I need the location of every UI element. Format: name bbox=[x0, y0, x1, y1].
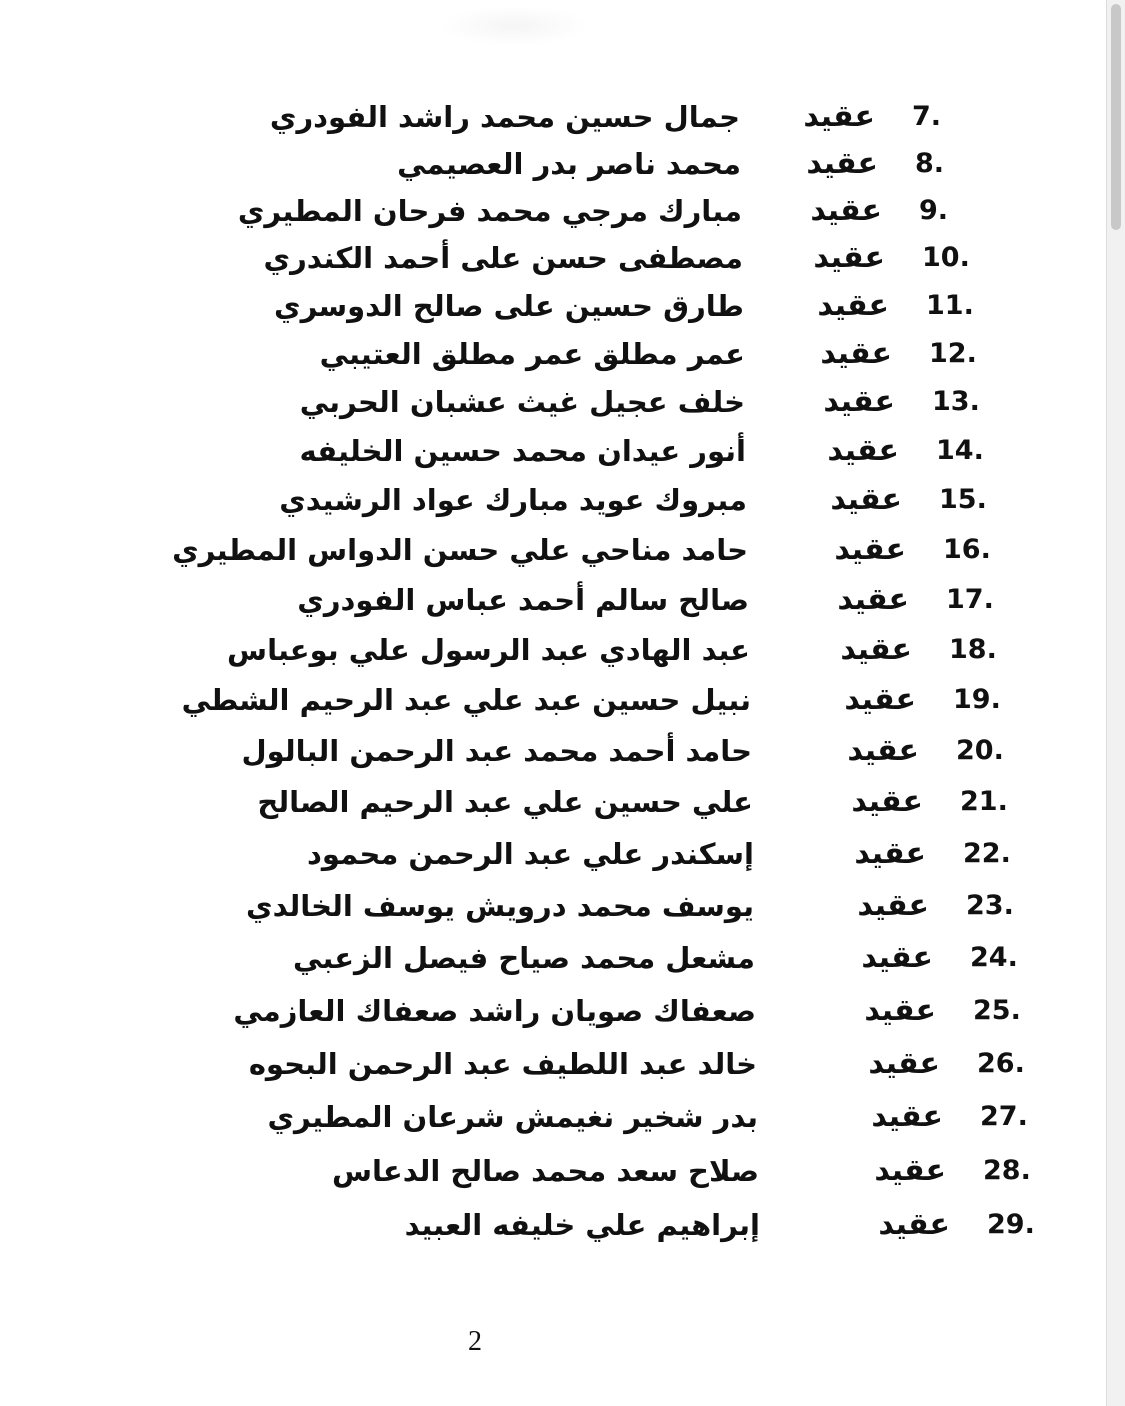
list-item bbox=[0, 729, 1100, 773]
scan-smudge bbox=[440, 6, 590, 46]
entry-name: محمد ناصر بدر العصيمي bbox=[397, 147, 741, 181]
entry-rank: عقيد bbox=[820, 336, 892, 371]
entry-rank: عقيد bbox=[813, 240, 885, 275]
entry-name: نبيل حسين عبد علي عبد الرحيم الشطي bbox=[181, 683, 751, 717]
entry-number: 8. bbox=[915, 148, 945, 179]
entry-rank: عقيد bbox=[830, 482, 902, 517]
entry-number: 13. bbox=[932, 386, 980, 417]
entry-number: 7. bbox=[912, 101, 942, 132]
entry-rank: عقيد bbox=[847, 733, 919, 768]
entry-number: 24. bbox=[970, 942, 1018, 973]
entry-rank: عقيد bbox=[837, 582, 909, 617]
entry-number: 15. bbox=[939, 484, 987, 515]
entry-name: خلف عجيل غيث عشبان الحربي bbox=[299, 385, 745, 419]
entry-number: 14. bbox=[936, 435, 984, 466]
entry-number: 27. bbox=[980, 1101, 1028, 1132]
list-item bbox=[0, 142, 1100, 186]
entry-rank: عقيد bbox=[864, 993, 936, 1028]
entry-name: مبارك مرجي محمد فرحان المطيري bbox=[237, 194, 742, 228]
list-item bbox=[0, 832, 1100, 876]
list-item bbox=[0, 429, 1100, 473]
entry-name: عمر مطلق عمر مطلق العتيبي bbox=[319, 337, 745, 371]
entry-rank: عقيد bbox=[817, 288, 889, 323]
entry-rank: عقيد bbox=[857, 888, 929, 923]
page-number: 2 bbox=[468, 1326, 482, 1357]
entry-rank: عقيد bbox=[803, 99, 875, 134]
list-item bbox=[0, 1203, 1100, 1247]
entry-number: 17. bbox=[946, 584, 994, 615]
entry-name: صالح سالم أحمد عباس الفودري bbox=[297, 583, 749, 617]
entry-rank: عقيد bbox=[878, 1207, 950, 1242]
entry-number: 25. bbox=[973, 995, 1021, 1026]
entry-number: 11. bbox=[926, 290, 974, 321]
entry-rank: عقيد bbox=[868, 1046, 940, 1081]
scrollbar-thumb[interactable] bbox=[1111, 4, 1121, 230]
entry-name: صعفاك صويان راشد صعفاك العازمي bbox=[233, 994, 756, 1028]
entry-name: يوسف محمد درويش يوسف الخالدي bbox=[245, 889, 754, 923]
entry-name: مشعل محمد صياح فيصل الزعبي bbox=[293, 941, 755, 975]
entry-name: إبراهيم علي خليفه العبيد bbox=[404, 1208, 760, 1242]
entry-number: 9. bbox=[919, 195, 949, 226]
entry-name: بدر شخير نغيمش شرعان المطيري bbox=[267, 1100, 758, 1134]
list-item bbox=[0, 284, 1100, 328]
list-item bbox=[0, 989, 1100, 1033]
entry-rank: عقيد bbox=[806, 146, 878, 181]
list-item bbox=[0, 884, 1100, 928]
list-item bbox=[0, 332, 1100, 376]
entry-name: عبد الهادي عبد الرسول علي بوعباس bbox=[227, 633, 750, 667]
list-item bbox=[0, 1042, 1100, 1086]
entry-number: 20. bbox=[956, 735, 1004, 766]
entry-name: إسكندر علي عبد الرحمن محمود bbox=[306, 837, 754, 871]
entry-number: 16. bbox=[943, 534, 991, 565]
list-item bbox=[0, 478, 1100, 522]
list-item bbox=[0, 380, 1100, 424]
vertical-scrollbar[interactable] bbox=[1106, 0, 1125, 1406]
list-item bbox=[0, 189, 1100, 233]
entry-name: علي حسين علي عبد الرحيم الصالح bbox=[257, 785, 753, 819]
list-item bbox=[0, 1149, 1100, 1193]
list-item bbox=[0, 678, 1100, 722]
entry-rank: عقيد bbox=[854, 836, 926, 871]
list-item bbox=[0, 95, 1100, 139]
list-item bbox=[0, 780, 1100, 824]
entry-rank: عقيد bbox=[823, 384, 895, 419]
entry-rank: عقيد bbox=[840, 632, 912, 667]
list-item bbox=[0, 1095, 1100, 1139]
entry-rank: عقيد bbox=[871, 1099, 943, 1134]
entry-name: مصطفى حسن على أحمد الكندري bbox=[263, 241, 743, 275]
entry-name: مبروك عويد مبارك عواد الرشيدي bbox=[279, 483, 747, 517]
entry-name: أنور عيدان محمد حسين الخليفه bbox=[299, 434, 746, 468]
entry-rank: عقيد bbox=[874, 1153, 946, 1188]
entry-rank: عقيد bbox=[810, 193, 882, 228]
entry-name: صلاح سعد محمد صالح الدعاس bbox=[331, 1154, 759, 1188]
entry-name: خالد عبد اللطيف عبد الرحمن البحوه bbox=[248, 1047, 757, 1081]
entry-name: جمال حسين محمد راشد الفودري bbox=[269, 100, 740, 134]
list-item bbox=[0, 578, 1100, 622]
entry-name: حامد أحمد محمد عبد الرحمن البالول bbox=[241, 734, 752, 768]
entry-number: 10. bbox=[922, 242, 970, 273]
entry-rank: عقيد bbox=[844, 682, 916, 717]
list-item bbox=[0, 236, 1100, 280]
entry-number: 18. bbox=[949, 634, 997, 665]
entry-number: 26. bbox=[977, 1048, 1025, 1079]
entry-number: 28. bbox=[983, 1155, 1031, 1186]
entry-name: طارق حسين على صالح الدوسري bbox=[274, 289, 744, 323]
entry-number: 22. bbox=[963, 838, 1011, 869]
entry-rank: عقيد bbox=[834, 532, 906, 567]
list-item bbox=[0, 936, 1100, 980]
entry-rank: عقيد bbox=[851, 784, 923, 819]
entry-name: حامد مناحي علي حسن الدواس المطيري bbox=[172, 533, 748, 567]
list-item bbox=[0, 528, 1100, 572]
entry-number: 12. bbox=[929, 338, 977, 369]
entry-number: 29. bbox=[987, 1209, 1035, 1240]
entry-rank: عقيد bbox=[861, 940, 933, 975]
entry-number: 21. bbox=[960, 786, 1008, 817]
entry-rank: عقيد bbox=[827, 433, 899, 468]
entry-number: 19. bbox=[953, 684, 1001, 715]
entry-number: 23. bbox=[966, 890, 1014, 921]
list-item bbox=[0, 628, 1100, 672]
